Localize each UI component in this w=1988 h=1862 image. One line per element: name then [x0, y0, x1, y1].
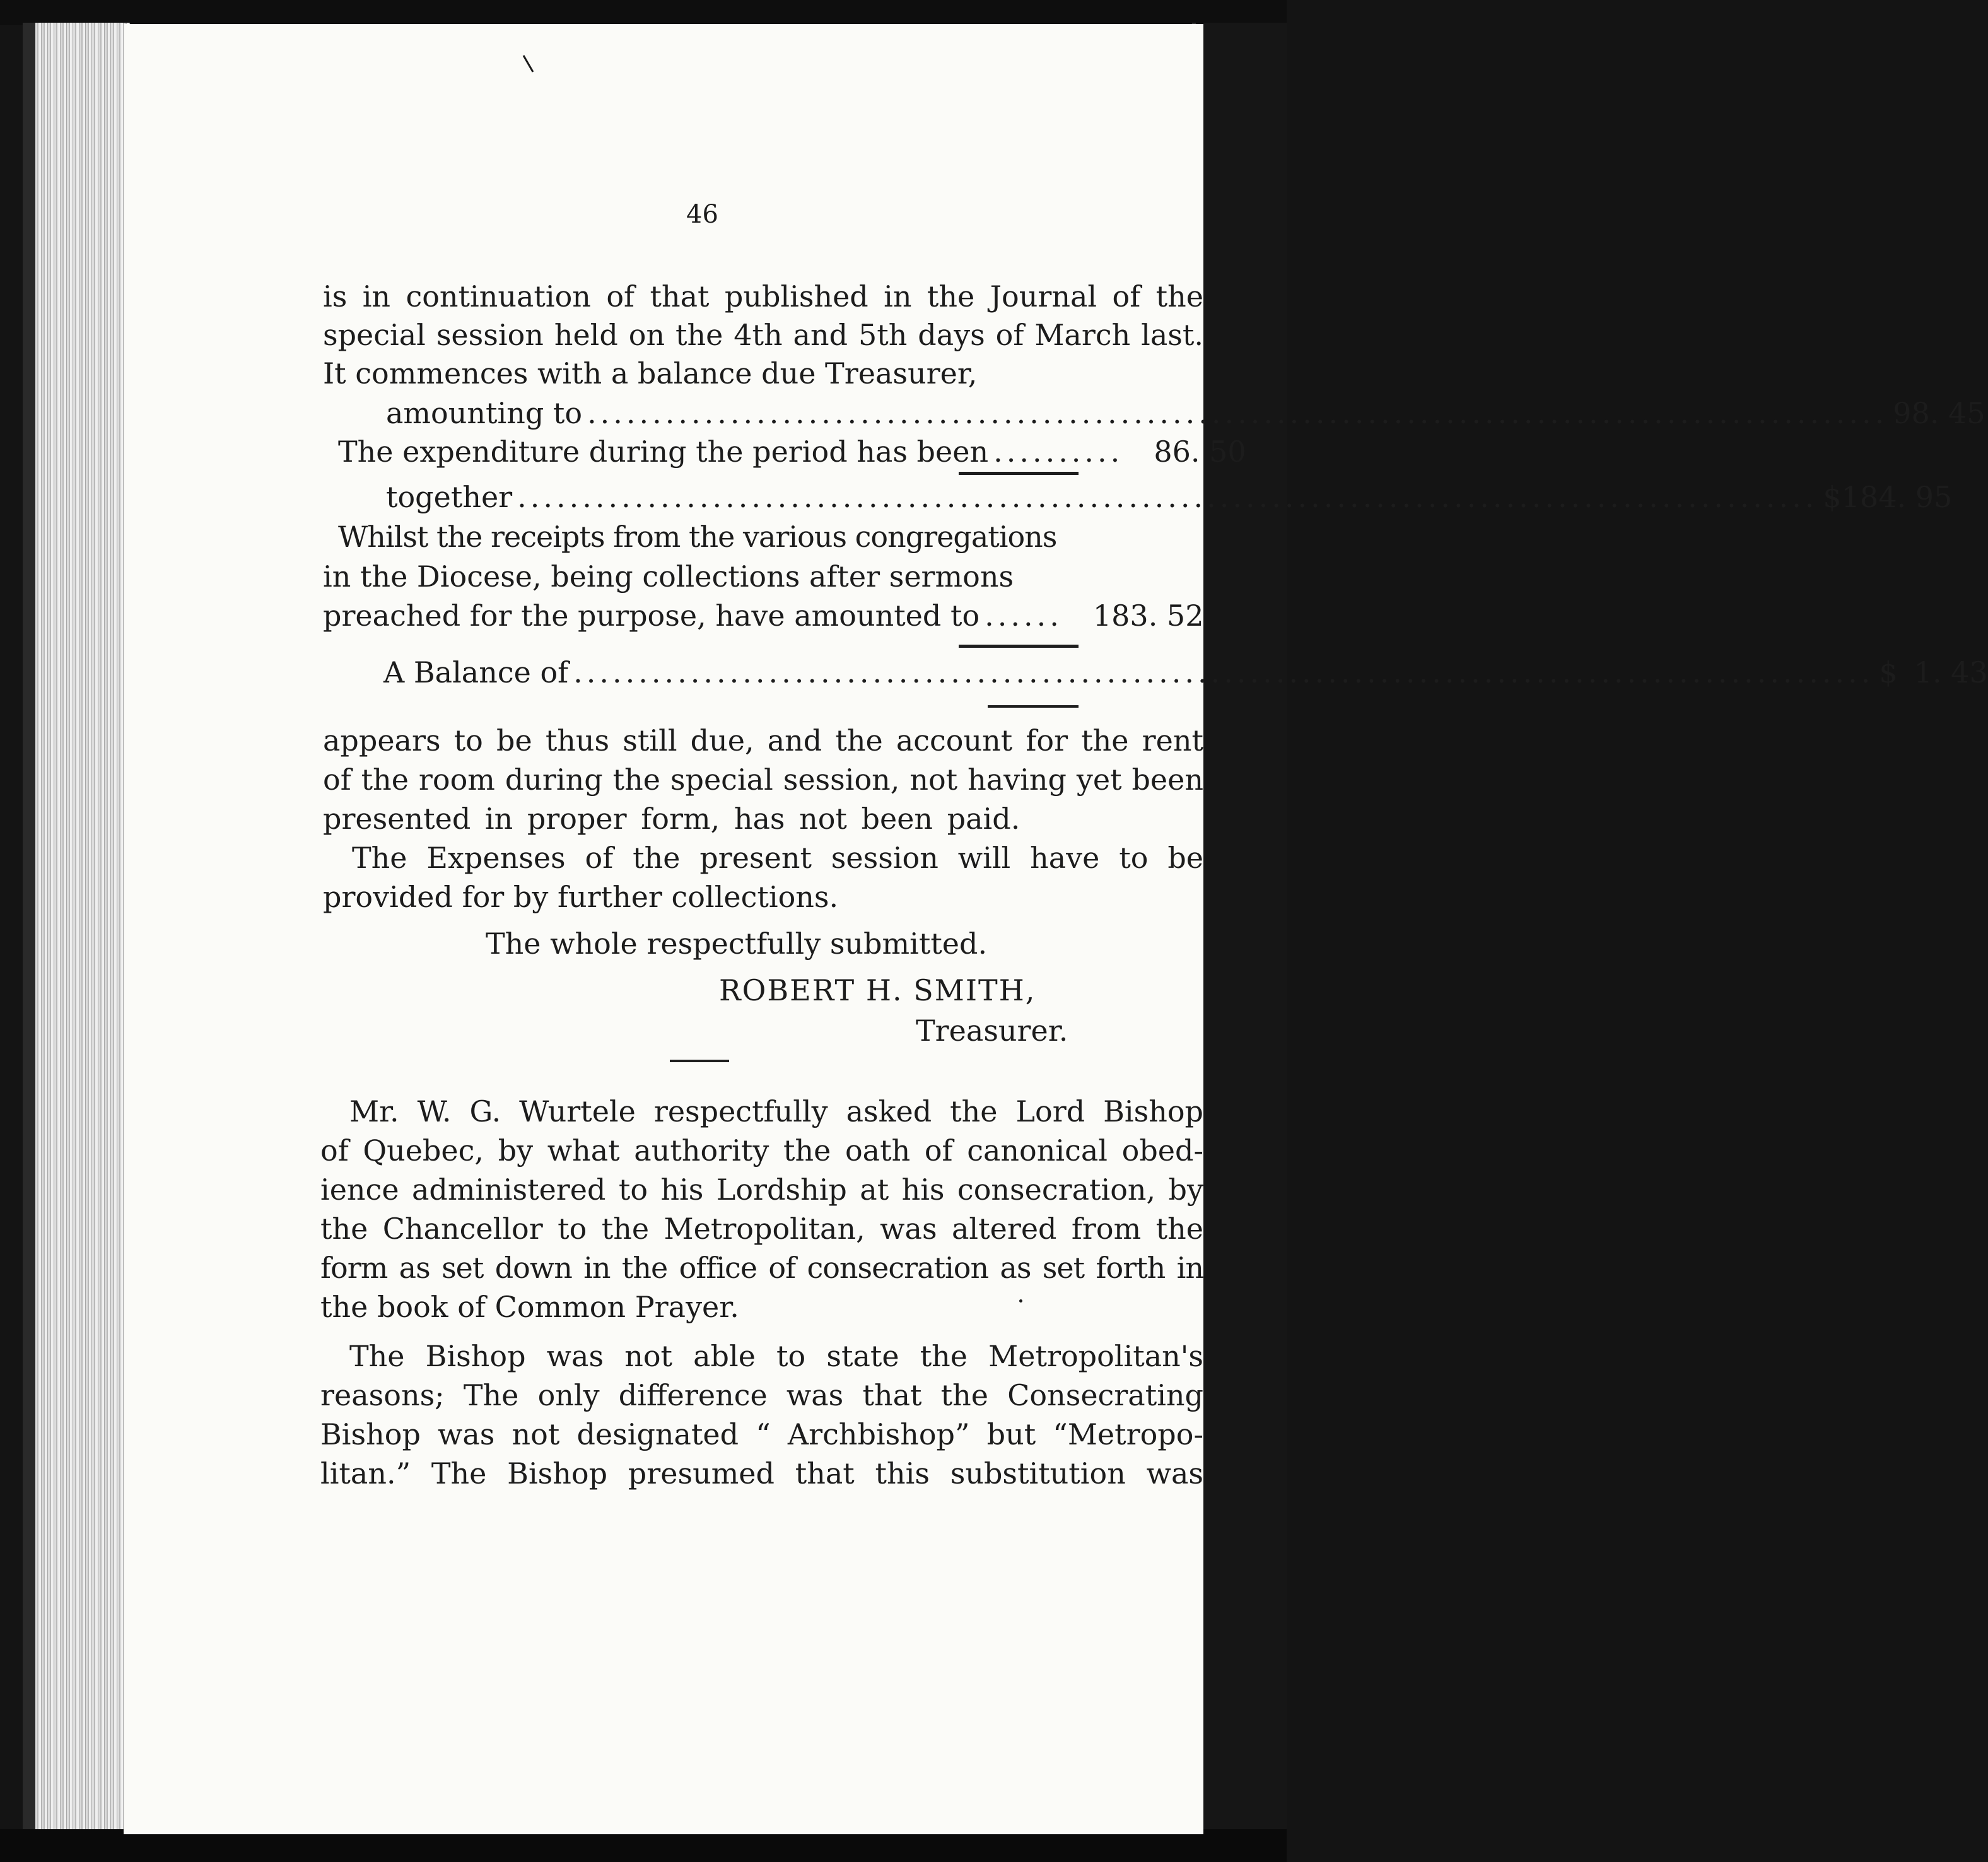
report-line: It commences with a balance due Treasurer, — [323, 356, 978, 390]
amount-row-together — [386, 478, 1953, 517]
row-label: A Balance of — [383, 655, 569, 689]
answer-line: litan.” The Bishop presumed that this substitution was — [320, 1456, 1203, 1490]
row-currency: $ — [1879, 655, 1898, 689]
row-label: together — [386, 480, 513, 514]
question-line: form as set down in the office of consecration as set forth in — [320, 1251, 1203, 1285]
scan-speck — [523, 55, 534, 72]
sum-rule — [959, 472, 1079, 475]
row-amount: 1. 43 — [1914, 655, 1988, 689]
report-line: The Expenses of the present session will have to be — [352, 841, 1203, 875]
question-line: ience administered to his Lordship at his consecration, by — [320, 1173, 1203, 1207]
page-number: 46 — [686, 200, 718, 229]
row-amount: 183. 52 — [1092, 599, 1204, 633]
question-line: the book of Common Prayer. — [320, 1290, 739, 1324]
section-divider — [670, 1060, 729, 1062]
leader-dots: .................................................................................................... — [573, 655, 1874, 689]
leader-dots: .......... — [993, 435, 1124, 469]
question-line: the Chancellor to the Metropolitan, was altered from the — [320, 1212, 1203, 1246]
amount-row-opening-balance — [386, 394, 1985, 433]
amount-row-receipts — [323, 597, 1203, 635]
answer-line: The Bishop was not able to state the Metropolitan's — [349, 1339, 1203, 1373]
signature-title: Treasurer. — [916, 1014, 1068, 1048]
sum-rule — [988, 705, 1079, 708]
row-amount: 86. 50 — [1154, 435, 1246, 469]
row-label: The expenditure during the period has been — [338, 435, 989, 469]
leader-dots: ...... — [985, 599, 1063, 633]
row-label: amounting to — [386, 396, 583, 430]
scan-speck — [1019, 1299, 1022, 1303]
sum-rule — [959, 645, 1079, 648]
row-amount: $184. 95 — [1823, 480, 1953, 514]
question-line: Mr. W. G. Wurtele respectfully asked the Lord Bishop — [349, 1094, 1203, 1128]
report-line: special session held on the 4th and 5th days of March last. — [323, 318, 1203, 352]
report-line: presented in proper form, has not been paid. — [323, 802, 1020, 836]
signature-name: ROBERT H. SMITH, — [719, 973, 1036, 1007]
question-line: of Quebec, by what authority the oath of canonical obed- — [320, 1133, 1203, 1168]
scan-top-border — [0, 0, 1287, 25]
book-page — [124, 24, 1988, 1834]
report-line: appears to be thus still due, and the account for the rent — [323, 723, 1203, 758]
report-line: Whilst the receipts from the various congregations — [338, 520, 1057, 554]
book-page-edges — [35, 23, 130, 1839]
row-amount: 98. 45 — [1893, 396, 1985, 430]
answer-line: Bishop was not designated “ Archbishop” but “Metropo- — [320, 1417, 1203, 1451]
report-line: in the Diocese, being collections after sermons — [323, 559, 1014, 594]
submission-line: The whole respectfully submitted. — [486, 927, 988, 961]
report-line: provided for by further collections. — [323, 880, 839, 914]
leader-dots: .................................................................................................... — [587, 396, 1888, 430]
facing-page-edge — [1203, 23, 1287, 1839]
row-label: preached for the purpose, have amounted to — [323, 599, 980, 633]
report-line: is in continuation of that published in the Journal of the — [323, 279, 1203, 313]
amount-row-balance — [383, 653, 1988, 692]
leader-dots: .................................................................................................... — [517, 480, 1818, 514]
amount-row-expenditure — [338, 433, 1246, 471]
answer-line: reasons; The only difference was that the Consecrating — [320, 1378, 1203, 1412]
report-line: of the room during the special session, not having yet been — [323, 763, 1203, 797]
